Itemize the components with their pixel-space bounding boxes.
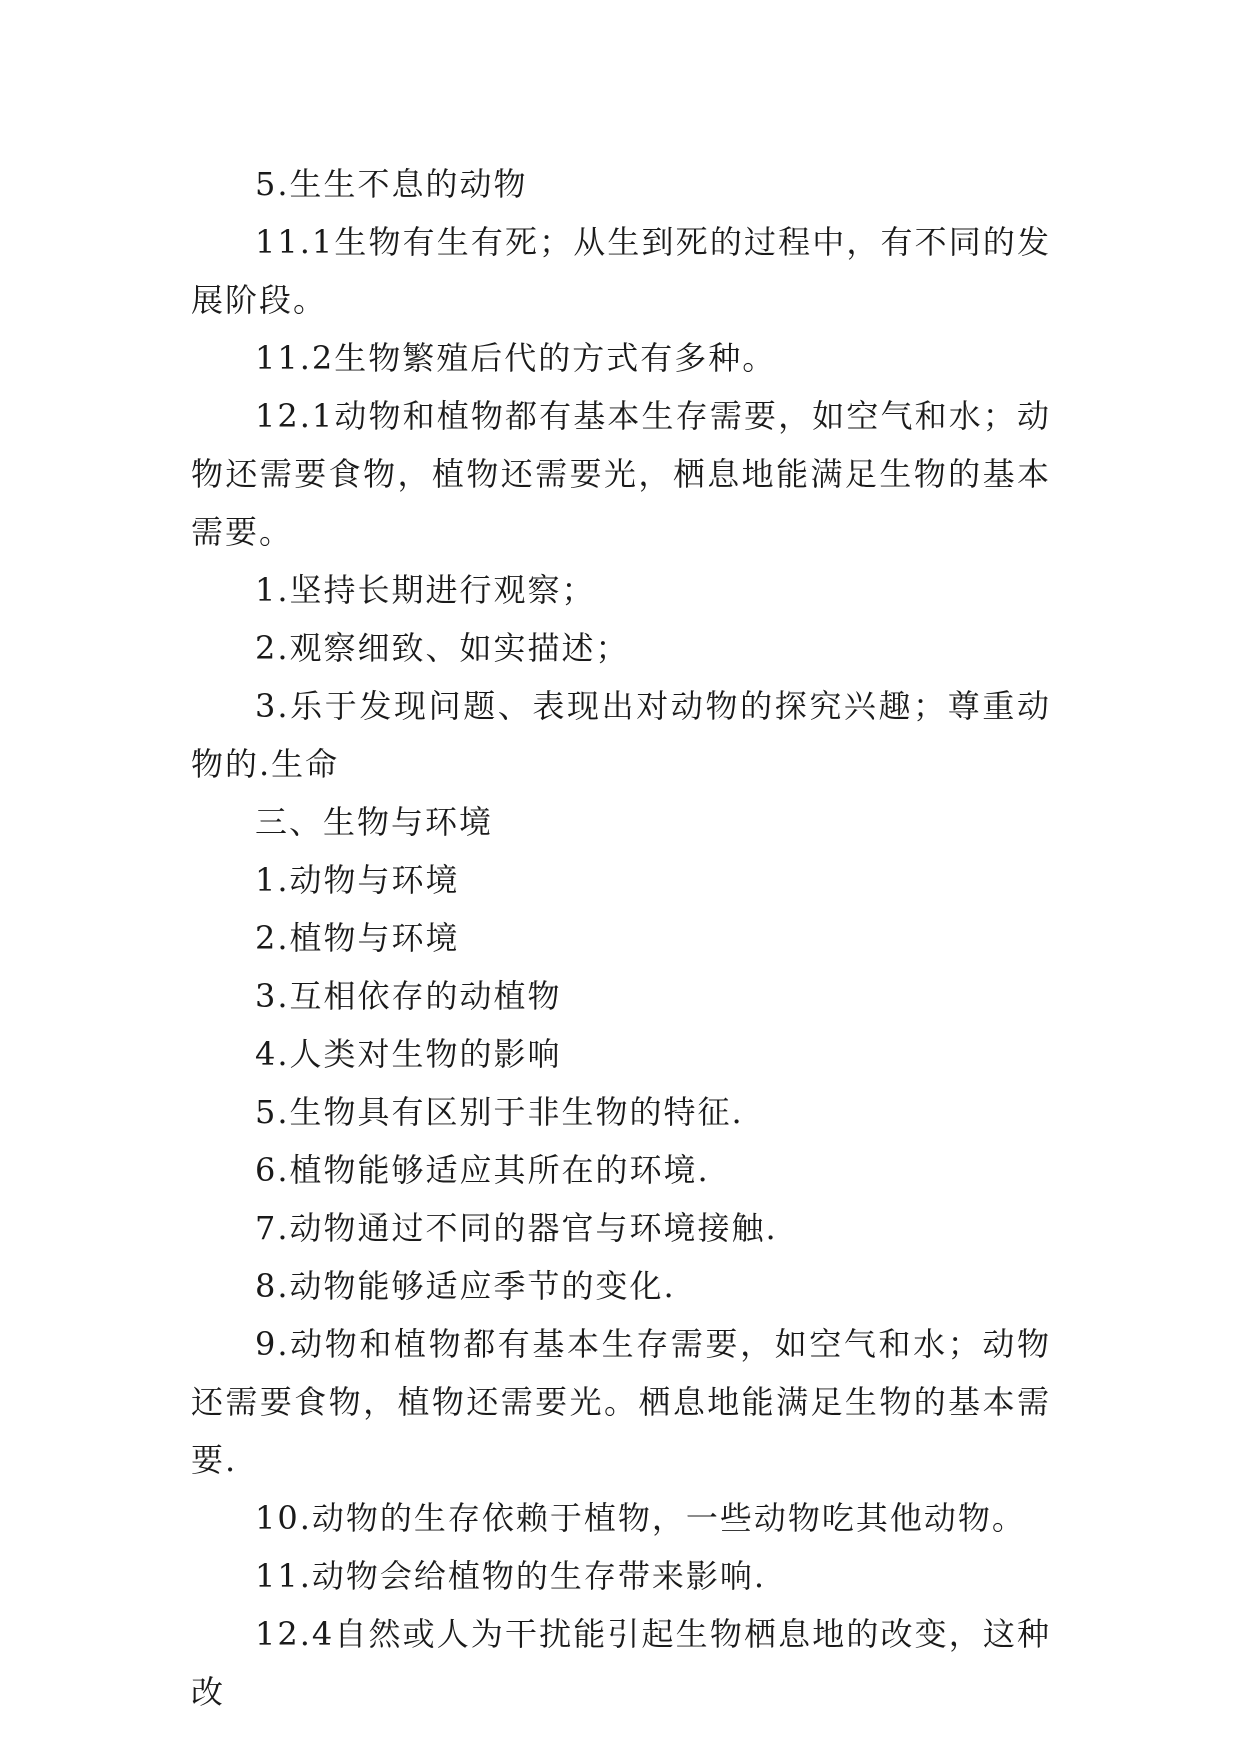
paragraph: 6.植物能够适应其所在的环境. [255,1151,710,1189]
paragraph: 8.动物能够适应季节的变化. [255,1267,676,1305]
paragraph: 1.坚持长期进行观察； [255,571,596,609]
paragraph: 5.生生不息的动物 [255,165,528,203]
document-body [191,155,1051,1721]
paragraph: 12.1动物和植物都有基本生存需要，如空气和水；动物还需要食物，植物还需要光，栖息地能满足生物的基本需要。 [191,397,1051,551]
paragraph: 11.1生物有生有死；从生到死的过程中，有不同的发展阶段。 [191,223,1051,319]
paragraph: 1.动物与环境 [255,861,460,899]
paragraph: 9.动物和植物都有基本生存需要，如空气和水；动物还需要食物，植物还需要光。栖息地能满足生物的基本需要. [191,1325,1051,1479]
paragraph: 7.动物通过不同的器官与环境接触. [255,1209,778,1247]
paragraph: 5.生物具有区别于非生物的特征. [255,1093,744,1131]
paragraph: 10.动物的生存依赖于植物，一些动物吃其他动物。 [255,1499,1026,1537]
paragraph: 4.人类对生物的影响 [255,1035,562,1073]
paragraph: 2.植物与环境 [255,919,460,957]
paragraph: 2.观察细致、如实描述； [255,629,630,667]
paragraph: 11.2生物繁殖后代的方式有多种。 [255,339,777,377]
paragraph: 3.乐于发现问题、表现出对动物的探究兴趣；尊重动物的.生命 [191,687,1051,783]
paragraph: 12.4自然或人为干扰能引起生物栖息地的改变，这种改 [191,1615,1051,1711]
section-heading: 三、生物与环境 [255,803,494,841]
paragraph: 11.动物会给植物的生存带来影响. [255,1557,767,1595]
paragraph: 3.互相依存的动植物 [255,977,562,1015]
